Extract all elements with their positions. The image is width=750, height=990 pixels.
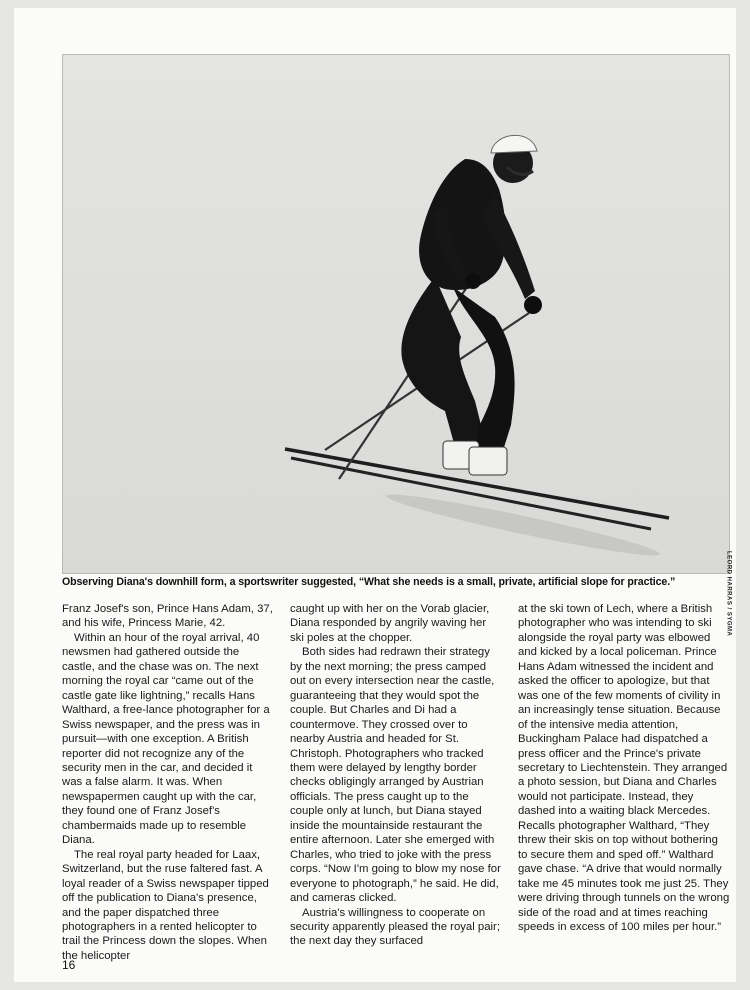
paragraph: Franz Josef's son, Prince Hans Adam, 37, and his wife, Princess Marie, 42. (62, 603, 273, 630)
text-column-1 (62, 602, 274, 963)
photo-caption: Observing Diana's downhill form, a sportswriter suggested, “What she needs is a small, private, artificial slope for practice.” (62, 576, 676, 588)
text-column-3 (518, 602, 730, 934)
page-number: 16 (62, 958, 76, 972)
paragraph: The real royal party headed for Laax, Switzerland, but the ruse faltered fast. A loyal reader of a Swiss newspaper tipped off the publication to Diana's presence, and the paper dispatched three photographers in a rented helicopter to trail the Princess down the slopes. When the helicopter (62, 848, 269, 962)
text-column-2 (290, 602, 502, 949)
skier-illustration (63, 55, 729, 573)
paragraph: caught up with her on the Vorab glacier, Diana responded by angrily waving her ski poles at the chopper. (290, 603, 490, 644)
paragraph: at the ski town of Lech, where a British photographer who was intending to ski alongside the royal party was elbowed and kicked by a local policeman. Prince Hans Adam witnessed the incident and asked the officer to apologize, but that was one of the few moments of civility in an increasingly tense situation. Because of the intensive media attention, Buckingham Palace had dispatched a press officer and the Prince's private secretary to Liechtenstein. They arranged a photo session, but Diana and Charles would not participate. Instead, they dashed into a waiting black Mercedes. Recalls photographer Walthard, “They threw their skis on top without bothering to secure them and sped off.” Walthard gave chase. “A drive that would normally take me 45 minutes took me just 25. They were driving through tunnels on the wrong side of the road and at times reaching speeds in excess of 100 miles per hour.” (518, 603, 730, 933)
paragraph: Within an hour of the royal arrival, 40 newsmen had gathered outside the castle, and the chase was on. The next morning the royal car “came out of the castle gate like lightning,” recalls Hans Walthard, a free-lance photographer for a Swiss newspaper, and the press was in pursuit—with one exception. A British reporter did not recognize any of the security men in the car, and decided it was a false alarm. It was. When newspapermen caught up with the car, they found one of Franz Josef's chambermaids made up to resemble Diana. (62, 631, 270, 847)
paragraph: Austria's willingness to cooperate on security apparently pleased the royal pair; the next day they surfaced (290, 906, 500, 948)
photo-credit: LEORD HARRAS / SYGMA (725, 551, 731, 637)
magazine-page (14, 8, 736, 982)
paragraph: Both sides had redrawn their strategy by the next morning; the press camped out on every intersection near the castle, guaranteeing that they would spot the couple. But Charles and Di had a countermove. They crossed over to nearby Austria and headed for St. Christoph. Photographers who tracked them were delayed by lengthy border checks obligingly arranged by Austrian officials. The press caught up to the couple only at lunch, but Diana stayed inside the mountainside restaurant the entire afternoon. Later she emerged with Charles, who tried to joke with the press corps. “Now I'm going to blow my nose for everyone to photograph,” he said. He did, and cameras clicked. (290, 646, 501, 905)
